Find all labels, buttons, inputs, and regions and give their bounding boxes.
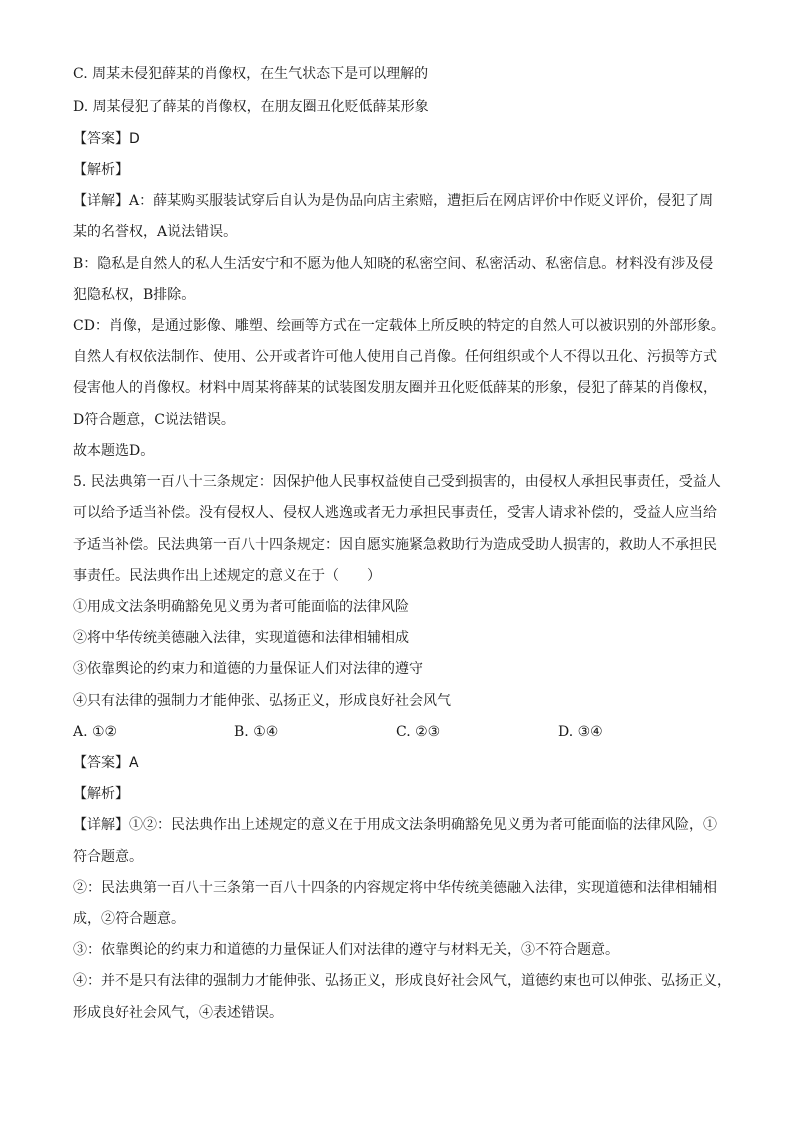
q5-detail-line: ③：依靠舆论的约束力和道德的力量保证人们对法律的遵守与材料无关，③不符合题意。 — [73, 942, 619, 958]
q4-detail-line: 【详解】A：薛某购买服装试穿后自认为是伪品向店主索赔，遭拒后在网店评价中作贬义评价，侵犯了周 — [73, 193, 714, 209]
q5-stem-line: 予适当补偿。民法典第一百八十四条规定：因自愿实施紧急救助行为造成受助人损害的，救助人不承担民 — [73, 537, 717, 553]
q5-analysis-label: 【解析】 — [73, 786, 129, 802]
q4-detail-line: B：隐私是自然人的私人生活安宁和不愿为他人知晓的私密空间、私密活动、私密信息。材料没有涉及侵 — [73, 256, 714, 272]
q5-statement-3: ③依靠舆论的约束力和道德的力量保证人们对法律的遵守 — [73, 661, 423, 677]
option-c-line: C. 周某未侵犯薛某的肖像权，在生气状态下是可以理解的 — [73, 66, 429, 82]
q4-detail-line: 自然人有权依法制作、使用、公开或者许可他人使用自己肖像。任何组织或个人不得以丑化、污损等方式 — [73, 349, 717, 365]
q5-option-b: B. ①④ — [234, 724, 279, 740]
q4-detail-line: 某的名誉权，A说法错误。 — [73, 224, 238, 240]
q4-detail-line: 犯隐私权，B排除。 — [73, 287, 196, 303]
q5-answer-line — [73, 753, 754, 773]
q5-statement-4: ④只有法律的强制力才能伸张、弘扬正义，形成良好社会风气 — [73, 693, 451, 709]
option-d-line: D. 周某侵犯了薛某的肖像权，在朋友圈丑化贬低薛某形象 — [73, 99, 429, 115]
q5-detail-line: 符合题意。 — [73, 849, 143, 865]
q5-option-d: D. ③④ — [558, 724, 603, 740]
q4-detail-line: D符合题意，C说法错误。 — [73, 412, 235, 428]
answer-tag: 【答案】 — [73, 131, 129, 147]
q5-stem-line: 可以给予适当补偿。没有侵权人、侵权人逃逸或者无力承担民事责任，受害人请求补偿的，受益人应当给 — [73, 505, 717, 521]
q5-detail-line: 成，②符合题意。 — [73, 911, 185, 927]
q4-detail-line: 侵害他人的肖像权。材料中周某将薛某的试装图发朋友圈并丑化贬低薛某的形象，侵犯了薛某的肖像权， — [73, 380, 717, 396]
q5-option-c: C. ②③ — [396, 724, 441, 740]
q5-option-a: A. ①② — [73, 724, 118, 740]
q4-answer-line — [73, 129, 754, 149]
q5-detail-line: 形成良好社会风气，④表述错误。 — [73, 1005, 283, 1021]
q4-analysis-label: 【解析】 — [73, 162, 129, 178]
q5-stem-line: 5. 民法典第一百八十三条规定：因保护他人民事权益使自己受到损害的，由侵权人承担民事责任，受益人 — [73, 474, 721, 490]
q4-conclusion: 故本题选D。 — [73, 443, 155, 459]
q5-statement-2: ②将中华传统美德融入法律，实现道德和法律相辅相成 — [73, 630, 409, 646]
q5-detail-line: ④：并不是只有法律的强制力才能伸张、弘扬正义，形成良好社会风气，道德约束也可以伸张、弘扬正义， — [73, 973, 731, 989]
answer-value: A — [129, 755, 139, 771]
q5-detail-line: ②：民法典第一百八十三条第一百八十四条的内容规定将中华传统美德融入法律，实现道德和法律相辅相 — [73, 880, 717, 896]
q5-stem-line: 事责任。民法典作出上述规定的意义在于（ ） — [73, 568, 381, 584]
q5-statement-1: ①用成文法条明确豁免见义勇为者可能面临的法律风险 — [73, 599, 409, 615]
answer-tag: 【答案】 — [73, 755, 129, 771]
q4-detail-line: CD：肖像，是通过影像、雕塑、绘画等方式在一定载体上所反映的特定的自然人可以被识别的外部形象。 — [73, 318, 725, 334]
q5-detail-line: 【详解】①②：民法典作出上述规定的意义在于用成文法条明确豁免见义勇为者可能面临的法律风险，① — [73, 817, 717, 833]
answer-value: D — [129, 131, 140, 147]
